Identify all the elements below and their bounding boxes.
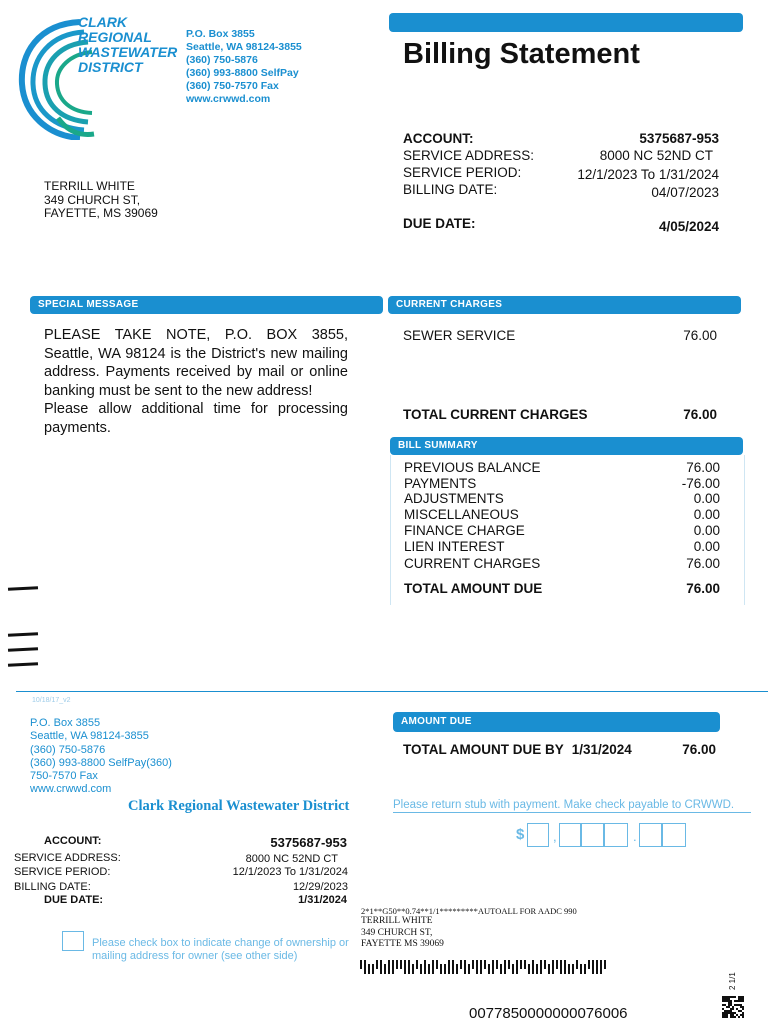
summary-row xyxy=(404,460,720,572)
dollar-sign: $ xyxy=(516,826,525,843)
address-line: P.O. Box 3855 xyxy=(186,28,255,40)
stub-billing-date-row xyxy=(14,881,348,893)
charge-row xyxy=(403,328,717,343)
current-charges-header: CURRENT CHARGES xyxy=(388,296,741,314)
account-label: ACCOUNT: xyxy=(403,131,474,146)
account-value: 5375687-953 xyxy=(639,131,719,146)
total-amount-due-label: TOTAL AMOUNT DUE xyxy=(404,581,543,596)
due-date-row xyxy=(403,216,719,234)
stub-service-period-row xyxy=(14,866,348,878)
stub-total-due-row xyxy=(403,742,716,757)
account-row xyxy=(403,131,719,146)
amount-digit-box[interactable] xyxy=(604,823,628,847)
service-period-row xyxy=(403,165,719,182)
scan-line: 0077850000000076006 xyxy=(469,1005,628,1022)
comma-separator: , xyxy=(553,829,557,844)
summary-label: LIEN INTEREST xyxy=(404,538,505,554)
service-period-label: SERVICE PERIOD: xyxy=(403,165,522,180)
address-line: Seattle, WA 98124-3855 xyxy=(186,41,302,53)
amount-digit-box[interactable] xyxy=(639,823,662,847)
stub-service-address-value: 8000 NC 52ND CT xyxy=(245,853,338,865)
recipient-address xyxy=(44,180,158,221)
address-line: Seattle, WA 98124-3855 xyxy=(30,730,149,743)
mail-address xyxy=(361,916,444,951)
website-link[interactable]: www.crwwd.com xyxy=(30,783,112,796)
stub-service-address-row xyxy=(14,852,348,865)
bill-summary-header: BILL SUMMARY xyxy=(390,437,743,455)
service-address-value: 8000 NC 52ND CT xyxy=(599,148,713,163)
fold-mark xyxy=(8,647,38,652)
summary-value: -76.00 xyxy=(681,475,720,491)
recipient-line: 349 CHURCH ST, xyxy=(44,192,141,207)
summary-value: 76.00 xyxy=(686,460,720,475)
district-logo xyxy=(18,14,178,140)
logo-line: CLARK xyxy=(78,14,127,30)
stub-due-date-value: 1/31/2024 xyxy=(298,894,347,906)
address-line: (360) 750-5876 xyxy=(30,743,106,756)
district-address xyxy=(186,28,302,106)
stub-total-due-date: 1/31/2024 xyxy=(571,742,632,757)
logo-line: WASTEWATER xyxy=(78,44,178,60)
summary-value: 0.00 xyxy=(693,522,720,538)
checkbox-note: Please check box to indicate change of ownership or mailing address for owner (see other side) xyxy=(92,937,349,962)
mail-line: 349 CHURCH ST, xyxy=(361,927,433,938)
total-current-charges-value: 76.00 xyxy=(683,407,717,422)
summary-value: 0.00 xyxy=(693,538,720,554)
fold-mark xyxy=(8,586,38,591)
special-message-header: SPECIAL MESSAGE xyxy=(30,296,383,314)
amount-digit-box[interactable] xyxy=(662,823,686,847)
summary-value: 0.00 xyxy=(693,491,720,507)
amount-digit-box[interactable] xyxy=(527,823,549,847)
summary-label: MISCELLANEOUS xyxy=(404,507,519,523)
due-date-value: 4/05/2024 xyxy=(658,219,719,234)
service-address-label: SERVICE ADDRESS: xyxy=(403,148,535,163)
stub-total-due-label: TOTAL AMOUNT DUE BY xyxy=(403,742,564,757)
special-message xyxy=(44,326,348,437)
qr-code-icon xyxy=(722,996,744,1018)
mail-line: TERRILL WHITE xyxy=(361,916,433,926)
stub-account-row xyxy=(44,835,347,850)
due-date-label: DUE DATE: xyxy=(403,216,476,231)
stub-address xyxy=(30,717,172,797)
summary-label: PAYMENTS xyxy=(404,475,477,491)
address-line: (360) 750-7570 Fax xyxy=(186,80,279,92)
amount-digit-box[interactable] xyxy=(581,823,604,847)
title-bar xyxy=(389,13,743,32)
charge-value: 76.00 xyxy=(683,328,717,343)
stub-service-period-value: 12/1/2023 To 1/31/2024 xyxy=(232,866,348,878)
total-amount-due-value: 76.00 xyxy=(686,581,720,596)
summary-label: CURRENT CHARGES xyxy=(404,556,541,572)
page-marker: 2 1/1 xyxy=(728,972,737,990)
stub-version: 10/18/17_v2 xyxy=(32,697,71,704)
stub-service-period-label: SERVICE PERIOD: xyxy=(14,866,111,878)
stub-account-value: 5375687-953 xyxy=(270,835,347,850)
billing-date-row xyxy=(403,182,719,200)
fold-mark xyxy=(8,632,38,637)
summary-label: PREVIOUS BALANCE xyxy=(404,460,541,475)
summary-value: 0.00 xyxy=(693,507,720,523)
total-amount-due-row xyxy=(404,581,720,596)
special-message-text: PLEASE TAKE NOTE, P.O. BOX 3855, Seattle, WA 98124 is the District's new mailing address. Payments received by mail or online banking must be sent to the new address! xyxy=(44,327,348,399)
address-line: (360) 993-8800 SelfPay(360) xyxy=(30,756,172,769)
website-link[interactable]: www.crwwd.com xyxy=(186,93,271,105)
stub-due-date-label: DUE DATE: xyxy=(44,894,104,906)
page-title: Billing Statement xyxy=(403,38,640,70)
summary-label: ADJUSTMENTS xyxy=(404,491,504,507)
service-address-row xyxy=(403,148,719,163)
summary-label: FINANCE CHARGE xyxy=(404,522,525,538)
address-line: 750-7570 Fax xyxy=(30,770,98,783)
stub-billing-date-label: BILLING DATE: xyxy=(14,881,91,893)
fold-mark xyxy=(8,662,38,667)
stub-account-label: ACCOUNT: xyxy=(44,835,102,847)
stub-total-due-value: 76.00 xyxy=(682,742,716,757)
postal-barcode-icon xyxy=(360,959,612,975)
stub-billing-date-value: 12/29/2023 xyxy=(292,881,348,893)
stub-service-address-label: SERVICE ADDRESS: xyxy=(14,852,121,864)
charge-label: SEWER SERVICE xyxy=(403,328,516,343)
change-of-address-checkbox[interactable] xyxy=(62,931,84,951)
logo-line: REGIONAL xyxy=(78,29,152,45)
billing-date-value: 04/07/2023 xyxy=(651,185,719,200)
recipient-line: TERRILL WHITE xyxy=(44,179,135,193)
decimal-separator: . xyxy=(633,829,637,844)
address-line: P.O. Box 3855 xyxy=(30,717,101,729)
stub-district-name: Clark Regional Wastewater District xyxy=(128,798,350,814)
address-line: (360) 993-8800 SelfPay xyxy=(186,67,299,79)
logo-line: DISTRICT xyxy=(78,59,143,75)
mail-line: FAYETTE MS 39069 xyxy=(361,939,444,949)
perforation-line xyxy=(16,691,768,692)
mail-code: 2*1**G50**0.74**1/1*********AUTOALL FOR AADC 990 xyxy=(361,906,577,916)
amount-digit-box[interactable] xyxy=(559,823,581,847)
recipient-line: FAYETTE, MS 39069 xyxy=(44,206,158,220)
stub-due-date-row xyxy=(44,894,347,906)
amount-due-header: AMOUNT DUE xyxy=(393,712,720,732)
service-period-value: 12/1/2023 To 1/31/2024 xyxy=(577,167,719,182)
address-line: (360) 750-5876 xyxy=(186,54,258,66)
total-current-charges-label: TOTAL CURRENT CHARGES xyxy=(403,407,588,422)
return-note: Please return stub with payment. Make check payable to CRWWD. xyxy=(393,799,751,813)
special-message-text: Please allow additional time for processing payments. xyxy=(44,401,348,436)
total-current-charges-row xyxy=(403,407,717,422)
summary-value: 76.00 xyxy=(686,556,720,572)
billing-date-label: BILLING DATE: xyxy=(403,182,498,197)
